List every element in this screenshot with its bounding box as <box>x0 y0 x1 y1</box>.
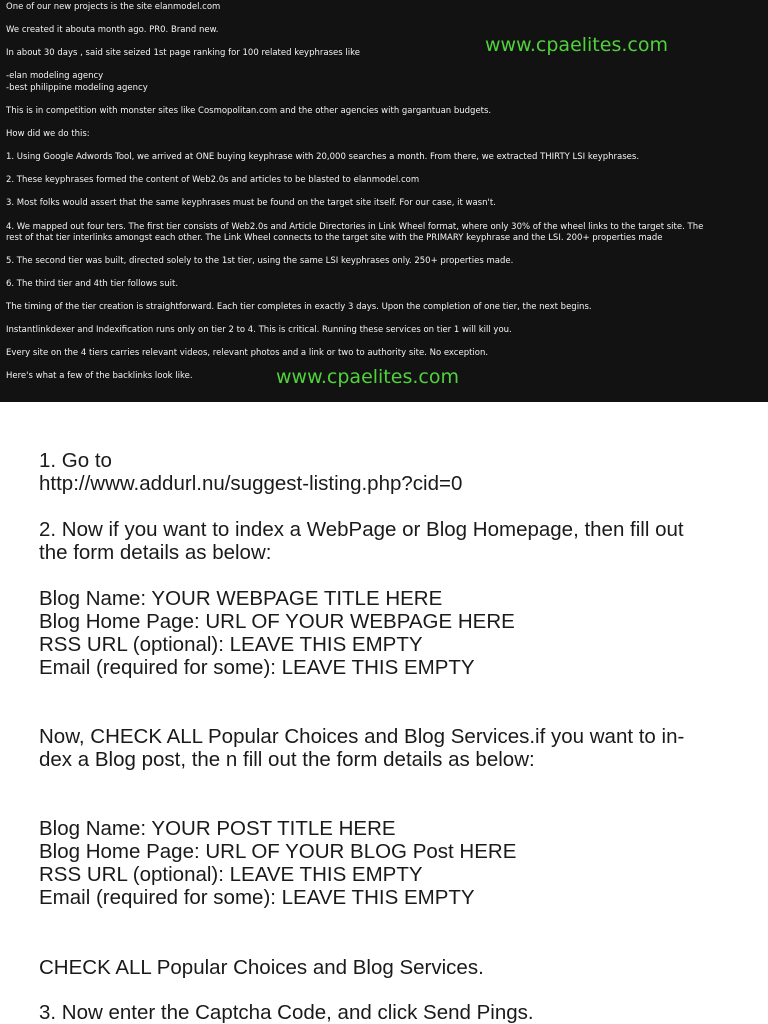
step-index-webpage-b: the form details as below: <box>39 541 272 564</box>
step-index-webpage-a: 2. Now if you want to index a WebPage or Blog Homepage, then fill out <box>39 518 684 541</box>
step-2-line: 2. These keyphrases formed the content of Web2.0s and articles to be blasted to elanmodel.com <box>6 175 420 185</box>
check-all-post-a: Now, CHECK ALL Popular Choices and Blog Services.if you want to in- <box>39 725 685 748</box>
created-line: We created it abouta month ago. PR0. Brand new. <box>6 25 219 35</box>
webpage-blog-name: Blog Name: YOUR WEBPAGE TITLE HERE <box>39 587 443 610</box>
watermark-top: www.cpaelites.com <box>485 34 668 56</box>
indexer-line: Instantlinkdexer and Indexification runs only on tier 2 to 4. This is critical. Running these services on tier 1 will kill you. <box>6 325 512 335</box>
check-all-post-b: dex a Blog post, the n fill out the form details as below: <box>39 748 535 771</box>
intro-line: One of our new projects is the site elanmodel.com <box>6 2 221 12</box>
watermark-bottom: www.cpaelites.com <box>276 366 459 388</box>
keyphrase-example-1: -elan modeling agency <box>6 71 104 81</box>
timing-line: The timing of the tier creation is straightforward. Each tier completes in exactly 3 days. Upon the completion of one tier, the next begins. <box>6 302 592 312</box>
post-blog-name: Blog Name: YOUR POST TITLE HERE <box>39 817 396 840</box>
step-4-line-b: rest of that tier interlinks amongst each other. The Link Wheel connects to the target site with the PRIMARY keyphrase and the LSI. 200+ properties made <box>6 233 663 243</box>
competition-line: This is in competition with monster sites like Cosmopolitan.com and the other agencies with gargantuan budgets. <box>6 106 492 116</box>
every-site-line: Every site on the 4 tiers carries relevant videos, relevant photos and a link or two to authority site. No exception. <box>6 348 489 358</box>
post-email: Email (required for some): LEAVE THIS EMPTY <box>39 886 475 909</box>
step-go-to: 1. Go to <box>39 449 112 472</box>
step-1-line: 1. Using Google Adwords Tool, we arrived at ONE buying keyphrase with 20,000 searches a month. From there, we extracted THIRTY LSI keyphrases. <box>6 152 640 162</box>
step-captcha: 3. Now enter the Captcha Code, and click Send Pings. <box>39 1001 534 1024</box>
backlinks-line: Here's what a few of the backlinks look like. <box>6 371 193 381</box>
webpage-rss-url: RSS URL (optional): LEAVE THIS EMPTY <box>39 633 423 656</box>
how-heading: How did we do this: <box>6 129 90 139</box>
webpage-blog-home-page: Blog Home Page: URL OF YOUR WEBPAGE HERE <box>39 610 515 633</box>
post-rss-url: RSS URL (optional): LEAVE THIS EMPTY <box>39 863 423 886</box>
step-6-line: 6. The third tier and 4th tier follows suit. <box>6 279 179 289</box>
keyphrase-example-2: -best philippine modeling agency <box>6 83 148 93</box>
instructions-panel <box>0 402 768 1024</box>
post-blog-home-page: Blog Home Page: URL OF YOUR BLOG Post HERE <box>39 840 517 863</box>
step-3-line: 3. Most folks would assert that the same keyphrases must be found on the target site itself. For our case, it wasn't. <box>6 198 496 208</box>
ranking-line: In about 30 days , said site seized 1st page ranking for 100 related keyphrases like <box>6 48 360 58</box>
dark-text-panel <box>0 0 768 402</box>
webpage-email: Email (required for some): LEAVE THIS EMPTY <box>39 656 475 679</box>
step-5-line: 5. The second tier was built, directed solely to the 1st tier, using the same LSI keyphrases only. 250+ properties made. <box>6 256 514 266</box>
step-4-line-a: 4. We mapped out four ters. The first tier consists of Web2.0s and Article Directories in Link Wheel format, where only 30% of the wheel links to the target site. The <box>6 222 704 232</box>
addurl-link: http://www.addurl.nu/suggest-listing.php?cid=0 <box>39 472 463 495</box>
check-all-services: CHECK ALL Popular Choices and Blog Services. <box>39 956 484 979</box>
